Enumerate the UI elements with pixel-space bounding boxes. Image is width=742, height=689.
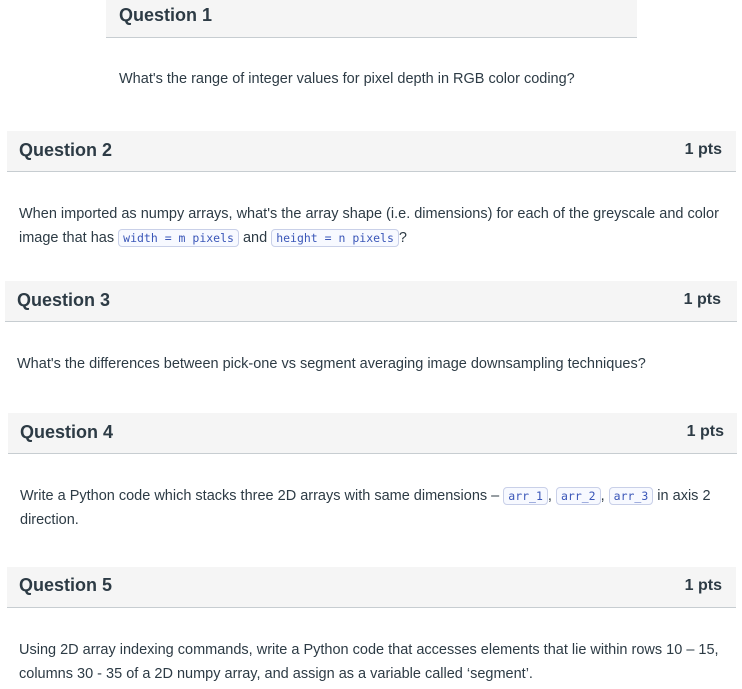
question-4-text bbox=[20, 484, 724, 532]
question-3-title: Question 3 bbox=[17, 290, 111, 310]
question-5-title: Question 5 bbox=[19, 575, 113, 595]
question-2-text-part3: ? bbox=[398, 230, 407, 246]
code-height-n-pixels: height = n pixels bbox=[271, 229, 399, 247]
question-4-sep2: , bbox=[600, 488, 609, 504]
question-2-text-part1: When imported as numpy arrays, what's the array shape (i.e. dimensions) for each of the greyscale and color image that has bbox=[19, 206, 719, 246]
question-4-text-part1: Write a Python code which stacks three 2D arrays with same dimensions – bbox=[20, 488, 504, 504]
question-3-text: What's the differences between pick-one vs segment averaging image downsampling techniques? bbox=[17, 356, 646, 372]
question-1-header bbox=[106, 0, 637, 38]
code-arr-2: arr_2 bbox=[556, 487, 601, 505]
question-2-title: Question 2 bbox=[19, 140, 113, 160]
question-4-points: 1 pts bbox=[686, 423, 724, 440]
question-4-title: Question 4 bbox=[20, 422, 114, 442]
code-arr-3: arr_3 bbox=[609, 487, 654, 505]
question-1-title: Question 1 bbox=[119, 5, 213, 25]
question-5-text: Using 2D array indexing commands, write a Python code that accesses elements that lie within rows 10 – 15, columns 30 - 35 of a 2D numpy array, and assign as a variable called ‘segment’. bbox=[19, 642, 719, 682]
question-4-text-part2: in axis 2 direction. bbox=[20, 488, 711, 528]
question-2-points: 1 pts bbox=[684, 141, 722, 158]
question-2-header bbox=[7, 131, 736, 172]
question-5-points: 1 pts bbox=[684, 577, 722, 594]
question-3-points: 1 pts bbox=[683, 291, 721, 308]
question-4-header bbox=[8, 413, 737, 454]
question-2-text-part2: and bbox=[238, 230, 272, 246]
code-width-m-pixels: width = m pixels bbox=[118, 229, 239, 247]
question-5-header bbox=[7, 567, 736, 608]
question-2-text bbox=[19, 202, 719, 250]
code-arr-1: arr_1 bbox=[503, 487, 548, 505]
question-3-header bbox=[5, 281, 737, 322]
question-4-sep1: , bbox=[547, 488, 556, 504]
question-1-text: What's the range of integer values for pixel depth in RGB color coding? bbox=[119, 71, 575, 87]
